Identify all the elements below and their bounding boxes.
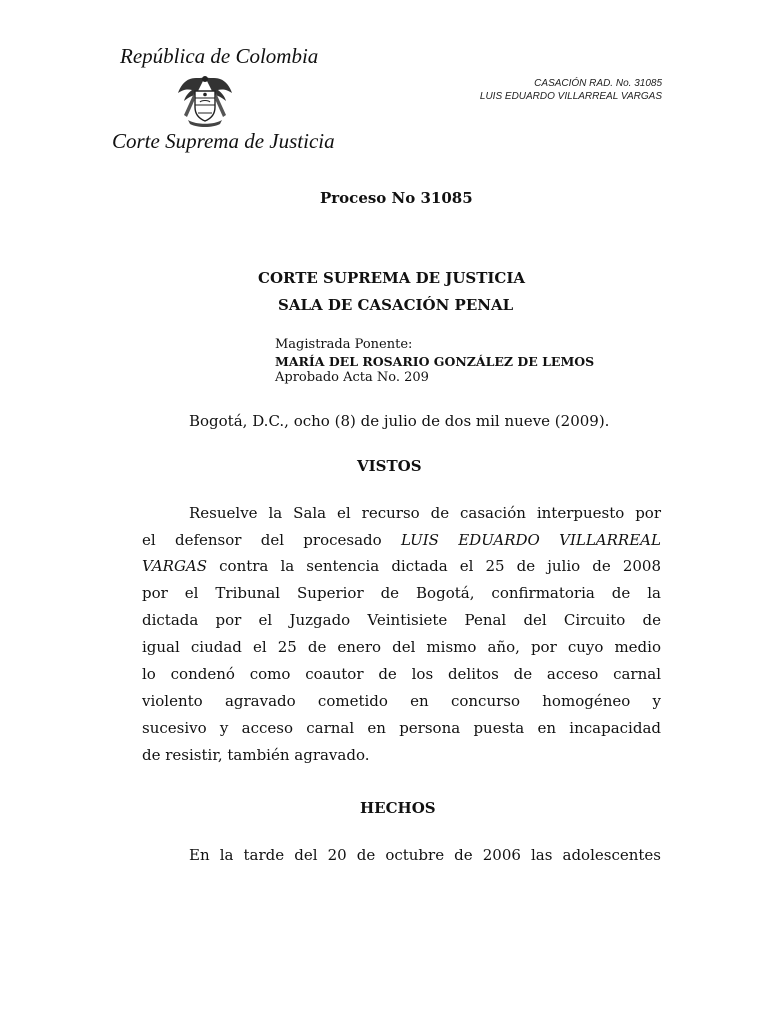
paragraph-line: por el Tribunal Superior de Bogotá, confirmatoria de la: [142, 584, 661, 602]
ponente-name: MARÍA DEL ROSARIO GONZÁLEZ DE LEMOS: [275, 354, 595, 369]
paragraph-line: dictada por el Juzgado Veintisiete Penal del Circuito de: [142, 611, 661, 629]
ponente-label: Magistrada Ponente:: [275, 337, 413, 352]
paragraph-line: Resuelve la Sala el recurso de casación interpuesto por: [189, 504, 661, 522]
chamber-title: SALA DE CASACIÓN PENAL: [278, 296, 514, 314]
section-heading-vistos: VISTOS: [357, 457, 422, 475]
header-case-number: CASACIÓN RAD. No. 31085: [534, 78, 662, 89]
header-party-name: LUIS EDUARDO VILLARREAL VARGAS: [479, 91, 662, 102]
paragraph-line: lo condenó como coautor de los delitos de acceso carnal: [142, 665, 661, 683]
paragraph-line: En la tarde del 20 de octubre de 2006 las adolescentes: [189, 846, 661, 864]
section-heading-hechos: HECHOS: [360, 799, 436, 817]
paragraph-line: VARGAS contra la sentencia dictada el 25 de julio de 2008: [142, 557, 661, 575]
paragraph-line: el defensor del procesado LUIS EDUARDO VILLARREAL: [142, 531, 661, 549]
acta-approval: Aprobado Acta No. 209: [275, 370, 429, 385]
paragraph-line: sucesivo y acceso carnal en persona puesta en incapacidad: [142, 719, 661, 737]
paragraph-line: de resistir, también agravado.: [142, 746, 370, 764]
letterhead-court: Corte Suprema de Justicia: [112, 129, 335, 153]
court-title: CORTE SUPREMA DE JUSTICIA: [258, 269, 526, 287]
defendant-name: LUIS EDUARDO VILLARREAL: [400, 531, 661, 549]
letterhead-country: República de Colombia: [120, 44, 319, 68]
paragraph-line: igual ciudad el 25 de enero del mismo año, por cuyo medio: [142, 638, 661, 656]
paragraph-line: violento agravado cometido en concurso homogéneo y: [142, 692, 661, 710]
process-number: Proceso No 31085: [320, 189, 473, 207]
coat-of-arms-icon: [176, 73, 234, 129]
defendant-surname: VARGAS: [142, 557, 208, 575]
date-line: Bogotá, D.C., ocho (8) de julio de dos mil nueve (2009).: [189, 412, 610, 430]
